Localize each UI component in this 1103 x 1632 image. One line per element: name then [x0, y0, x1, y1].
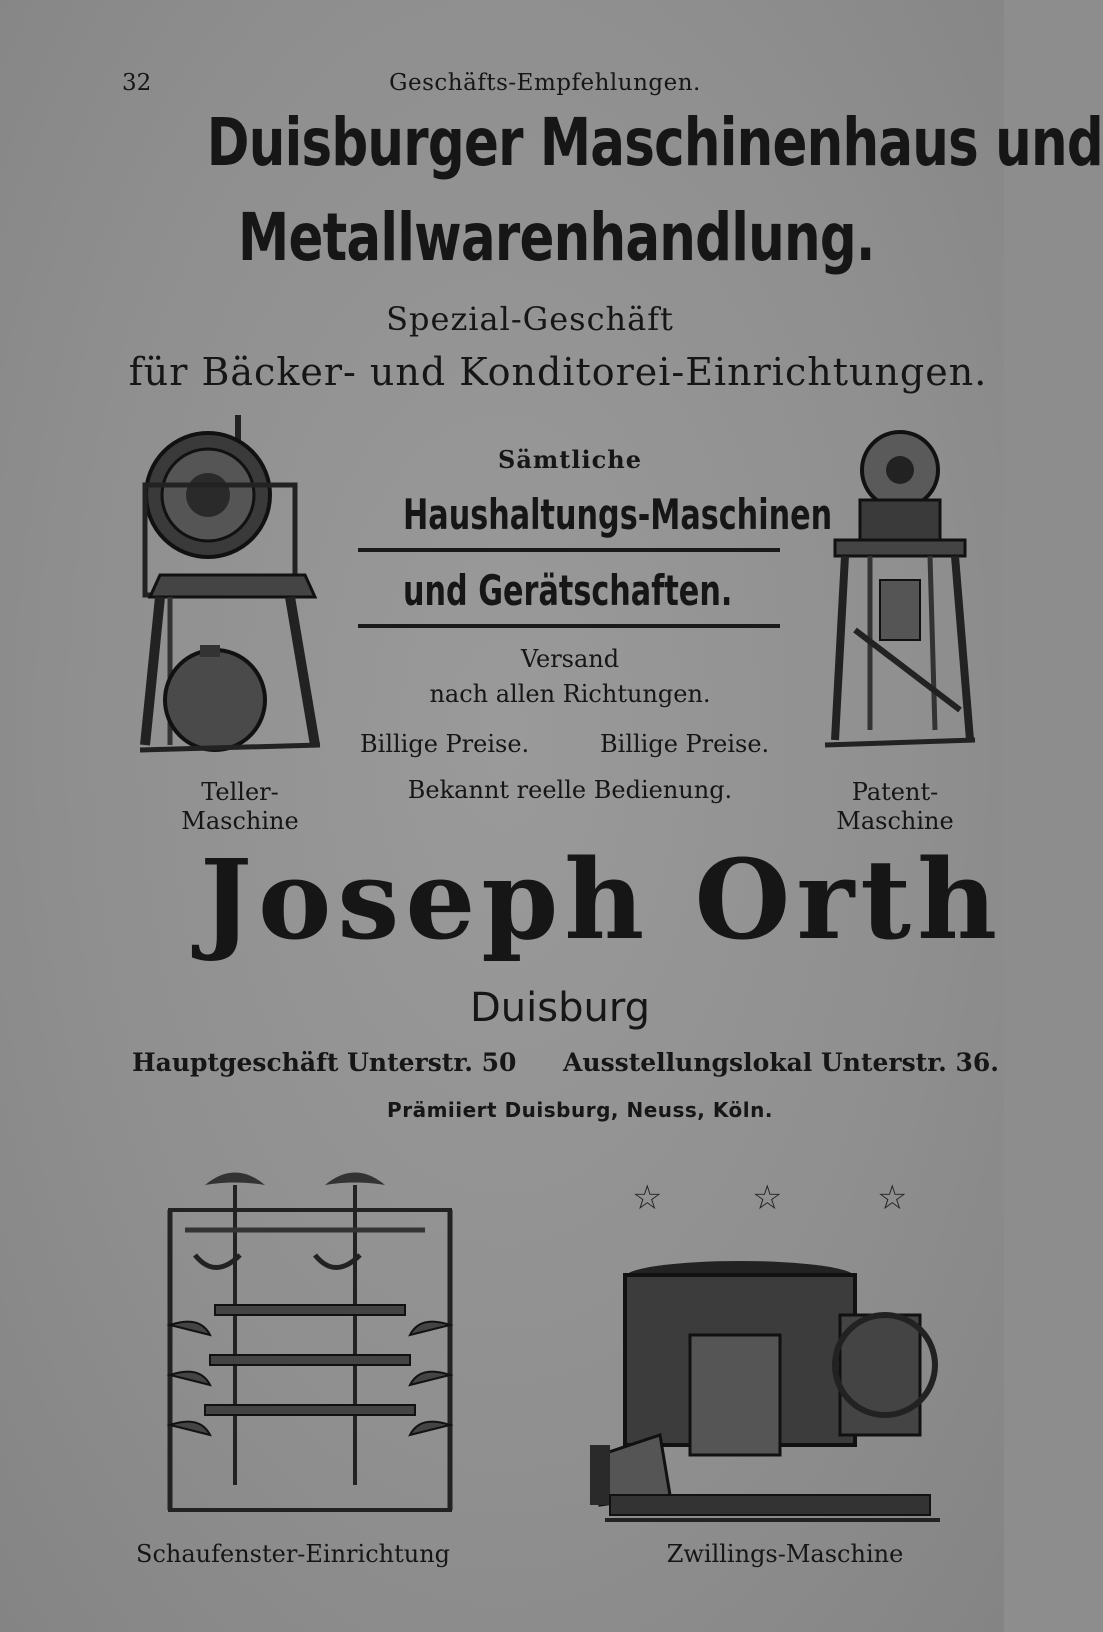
versand-line-1: Versand: [520, 645, 620, 673]
patent-caption-line-2: Maschine: [836, 806, 954, 835]
star-icon: ☆: [877, 1178, 908, 1218]
center-rule-2: [358, 624, 780, 628]
patent-machine-caption: [810, 778, 980, 836]
firm-city: Duisburg: [470, 985, 650, 1031]
preise-right: Billige Preise.: [600, 730, 770, 758]
twin-machine-caption: Zwillings-Maschine: [666, 1540, 904, 1568]
running-head: Geschäfts-Empfehlungen.: [389, 70, 701, 96]
patent-caption-line-1: Patent-: [851, 778, 939, 806]
teller-machine-caption: [150, 778, 330, 836]
subhead-line-1: Spezial-Geschäft: [386, 300, 674, 338]
twin-machine-illustration: [590, 1255, 950, 1535]
patent-machine-illustration: [825, 430, 975, 760]
teller-caption-line-1: Teller-: [201, 778, 279, 806]
awards-line: Prämiiert Duisburg, Neuss, Köln.: [387, 1098, 773, 1122]
headline-line-2: Metallwarenhandlung.: [238, 199, 875, 276]
shop-window-caption: Schaufenster-Einrichtung: [136, 1540, 451, 1568]
star-icon: ☆: [632, 1178, 663, 1218]
teller-machine-illustration: [140, 415, 330, 775]
versand-line-2: nach allen Richtungen.: [429, 680, 711, 708]
address-exhibit: Ausstellungslokal Unterstr. 36.: [563, 1048, 999, 1077]
address-main: Hauptgeschäft Unterstr. 50: [132, 1048, 517, 1077]
headline-line-1: Duisburger Maschinenhaus und: [206, 104, 1103, 181]
center-intro: Sämtliche: [498, 445, 642, 474]
center-line-2: und Gerätschaften.: [403, 566, 733, 615]
teller-caption-line-2: Maschine: [181, 806, 299, 835]
center-rule-1: [358, 548, 780, 552]
bedienung: Bekannt reelle Bedienung.: [407, 776, 733, 804]
star-icon: ☆: [752, 1178, 783, 1218]
center-line-1: Haushaltungs-Maschinen: [403, 490, 833, 539]
preise-left: Billige Preise.: [360, 730, 530, 758]
subhead-line-2: für Bäcker- und Konditorei-Einrichtungen.: [128, 350, 988, 394]
shop-window-fitting-illustration: [165, 1155, 465, 1535]
page-number: 32: [122, 70, 152, 96]
firm-name: Joseph Orth: [200, 835, 1004, 964]
